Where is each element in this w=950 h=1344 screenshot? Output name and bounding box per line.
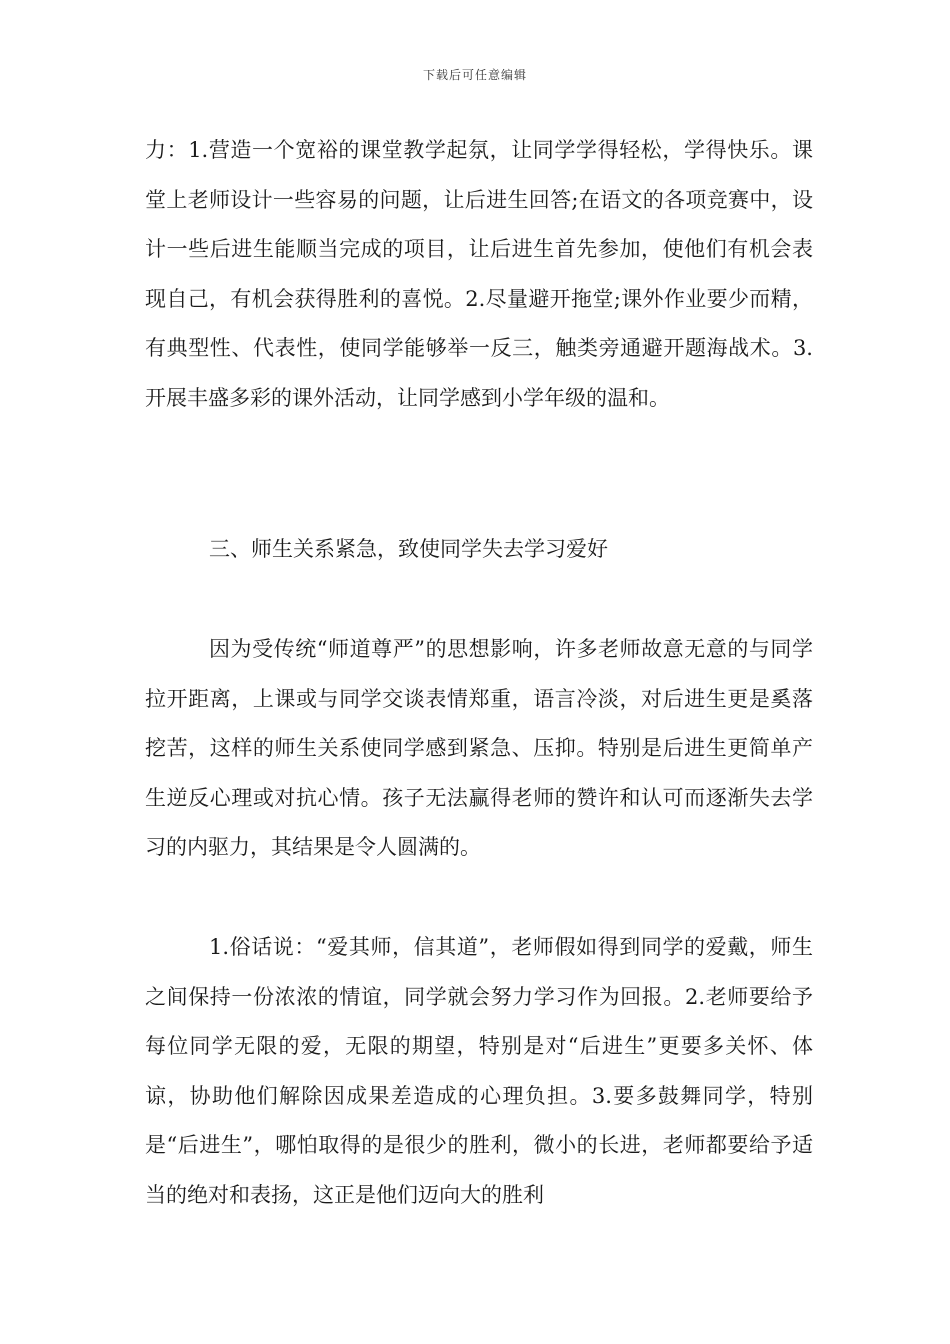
body-paragraph: 1.俗话说：“爱其师，信其道”，老师假如得到同学的爱戴，师生之间保持一份浓浓的情谊，同学就会努力学习作为回报。2.老师要给予每位同学无限的爱，无限的期望，特别是对“后进生”更要多关怀、体谅，协助他们解除因成果差造成的心理负担。3.要多鼓舞同学，特别是“后进生”，哪怕取得的是很少的胜利，微小的长进，老师都要给予适当的绝对和表扬，这正是他们迈向大的胜利 (145, 935, 813, 1207)
section-heading: 三、师生关系紧急，致使同学失去学习爱好 (209, 537, 608, 561)
body-paragraph: 因为受传统“师道尊严”的思想影响，许多老师故意无意的与同学拉开距离，上课或与同学交谈表情郑重，语言冷淡，对后进生更是奚落挖苦，这样的师生关系使同学感到紧急、压抑。特别是后进生更简单产生逆反心理或对抗心情。孩子无法赢得老师的赞许和认可而逐渐失去学习的内驱力，其结果是令人圆满的。 (145, 637, 813, 859)
body-paragraph: 力：1.营造一个宽裕的课堂教学起氛，让同学学得轻松，学得快乐。课堂上老师设计一些容易的问题，让后进生回答;在语文的各项竞赛中，设计一些后进生能顺当完成的项目，让后进生首先参加，使他们有机会表现自己，有机会获得胜利的喜悦。2.尽量避开拖堂;课外作业要少而精，有典型性、代表性，使同学能够举一反三，触类旁通避开题海战术。3.开展丰盛多彩的课外活动，让同学感到小学年级的温和。 (145, 138, 813, 410)
page-header: 下载后可任意编辑 (422, 68, 527, 82)
